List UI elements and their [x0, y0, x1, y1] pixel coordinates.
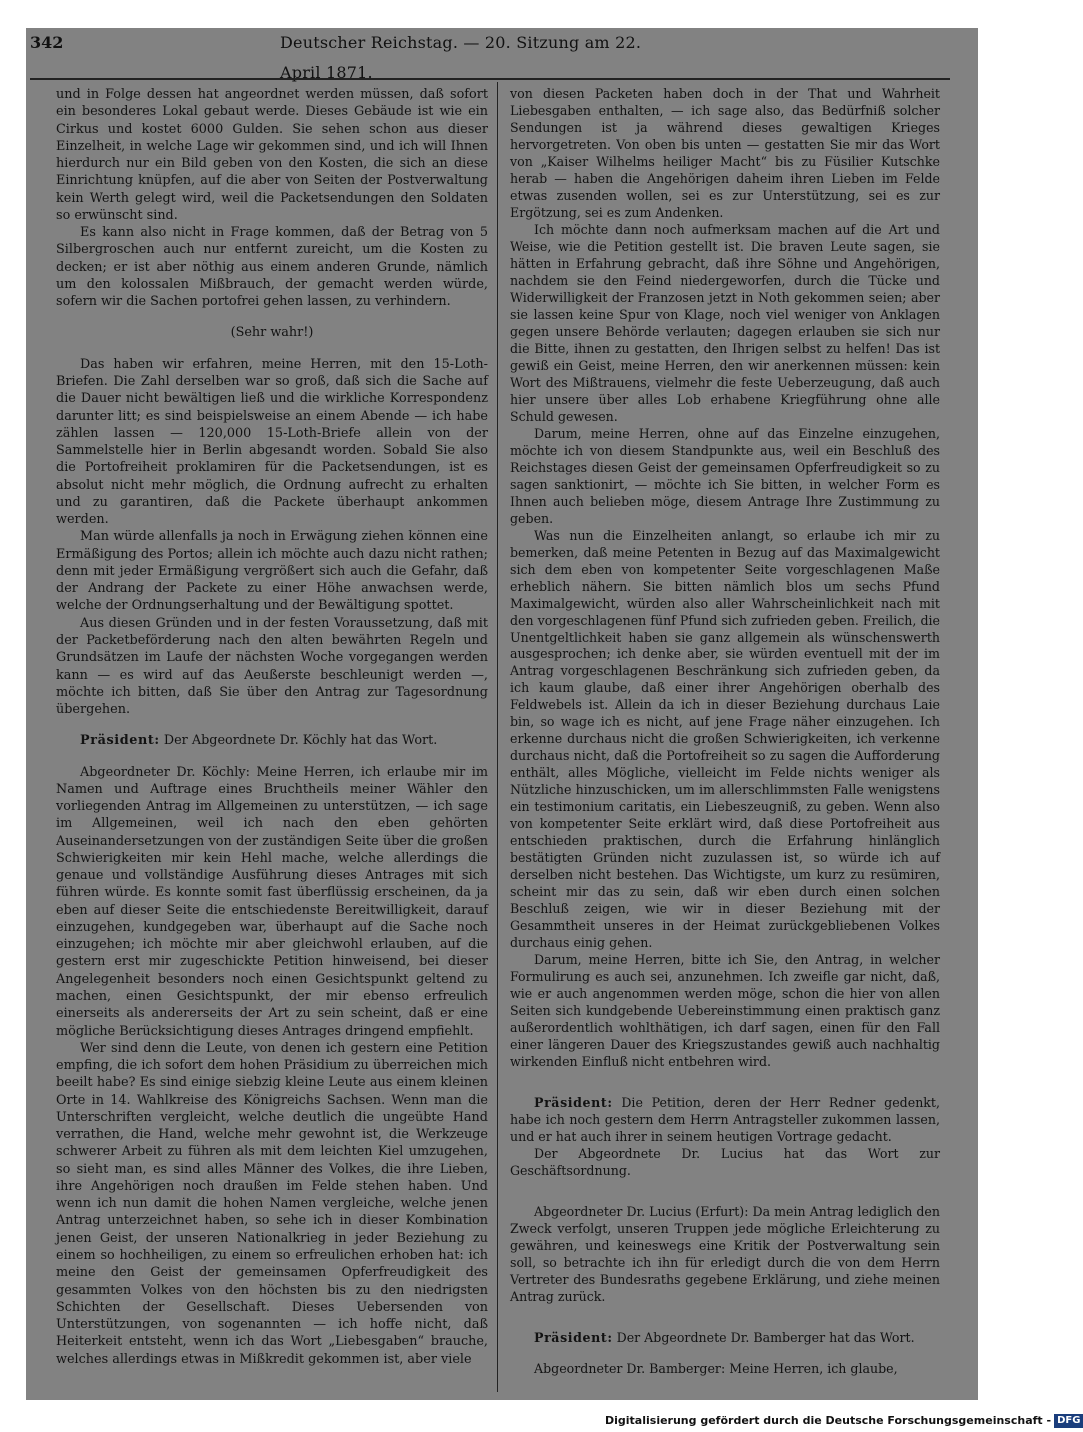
speech-text: Da mein Antrag lediglich den Zweck verfolgt, unseren Truppen jede mögliche Erleichterung zu gewähren, und keineswegs eine Kritik der Postverwaltung sein soll, so betrachte ich ihn für erledigt durch die von dem Herrn Vertreter des Bundesraths gegebene Erklärung, und ziehe meinen Antrag zurück.: [510, 1204, 940, 1304]
paragraph: Wer sind denn die Leute, von denen ich gestern eine Petition empfing, die ich sofort dem hohen Präsidium zu überreichen mich beeilt habe? Es sind einige siebzig kleine Leute aus einem kleinen Orte in 14. Wahlkreise des Königreichs Sachsen. Wenn man die Unterschriften vergleicht, welche deutlich die ungeübte Hand verrathen, die Hand, welche mehr gewohnt ist, die Werkzeuge schwerer Arbeit zu führen als mit dem leichten Kiel umzugehen, so sieht man, es sind alles Männer des Volkes, die ihre Lieben, ihre Angehörigen noch draußen im Felde stehen haben. Und wenn ich nun damit die hohen Namen vergleiche, welche jenen Antrag unterzeichnet haben, so sehe ich in dieser Kombination jenen Geist, der unseren Nationalkrieg in jeder Beziehung zu einem so hochheiligen, zu einem so erfreulichen erhoben hat: ich meine den Geist der gemeinsamen Opferfreudigkeit des gesammten Volkes von den höchsten bis zu den niedrigsten Schichten der Gesellschaft. Dieses Uebersenden von Unterstützungen, von sogenannten — ich hoffe nicht, daß Heiterkeit entsteht, wenn ich das Wort „Liebesgaben“ brauche, welches allerdings etwas in Mißkredit gekommen ist, aber viele: [56, 1040, 488, 1367]
paragraph: Darum, meine Herren, ohne auf das Einzelne einzugehen, möchte ich von diesem Standpunkte aus, weil ein Beschluß des Reichstages diesen Geist der gemeinsamen Opferfreudigkeit so zu sagen sanktionirt, — möchte ich Sie bitten, in welcher Form es Ihnen auch belieben möge, diesem Antrage Ihre Zustimmung zu geben.: [510, 425, 940, 526]
page-header: [30, 28, 670, 82]
speaker-label: Präsident:: [534, 1329, 613, 1345]
speech-text: Meine Herren, ich glaube,: [729, 1360, 898, 1376]
speech-text: Die Petition, deren der Herr Redner gedenkt, habe ich noch gestern dem Herrn Antragsteller zukommen lassen, und er hat auch ihrer in seinem heutigen Vortrage gedacht.: [510, 1095, 940, 1145]
speaker-paragraph: [510, 1095, 940, 1146]
paragraph: Was nun die Einzelheiten anlangt, so erlaube ich mir zu bemerken, daß meine Petenten in Bezug auf das Maximalgewicht sich dem eben von kompetenter Seite vorgeschlagenen Maße erheblich nähern. Sie bitten nämlich blos um sechs Pfund Maximalgewicht, würden also aller Wahrscheinlichkeit nach mit den vorgeschlagenen fünf Pfund sich zufrieden geben. Freilich, die Unentgeltlichkeit haben sie ganz allgemein als wünschenswerth ausgesprochen; ich denke aber, sie würden eventuell mit der im Antrag vorgeschlagenen Beschränkung sich zufrieden geben, da ich kaum glaube, daß einer ihrer Angehörigen oberhalb des Feldwebels ist. Allein da ich in dieser Beziehung durchaus Laie bin, so wage ich es nicht, auf jene Frage näher einzugehen. Ich erkenne durchaus nicht die großen Schwierigkeiten, ich verkenne durchaus nicht, daß die Portofreiheit so zu sagen die Aufforderung enthält, alles Mögliche, vielleicht im Felde nichts weniger als Nützliche hinzuschicken, um im allerschlimmsten Falle wenigstens ein testimonium caritatis, ein Liebeszeugniß, zu geben. Wenn also von kompetenter Seite erklärt wird, daß diese Portofreiheit aus entschieden praktischen, durch die Erfahrung hinlänglich bestätigten Gründen nicht zuzulassen ist, so würde ich auf derselben nicht bestehen. Das Wichtigste, um kurz zu resümiren, scheint mir das zu sein, daß wir eben durch einen solchen Beschluß zeigen, wie wir in dieser Beziehung mit der Gesammtheit unseres in der Heimat zurückgebliebenen Volkes durchaus einig gehen.: [510, 527, 940, 951]
credit-text: Digitalisierung gefördert durch die Deutsche Forschungsgemeinschaft -: [605, 1414, 1052, 1427]
column-divider: [497, 82, 498, 1392]
speech-text: Der Abgeordnete Dr. Bamberger hat das Wort.: [616, 1329, 915, 1345]
paragraph: Das haben wir erfahren, meine Herren, mit den 15-Loth-Briefen. Die Zahl derselben war so groß, daß sich die Sache auf die Dauer nicht bewältigen ließ und die wirkliche Korrespondenz darunter litt; es sind beispielsweise an einem Abende — ich habe zählen lassen — 120,000 15-Loth-Briefe allein von der Sammelstelle hier in Berlin abgesandt worden. Sobald Sie also die Portofreiheit proklamiren für die Packetsendungen, ist es absolut nicht mehr möglich, die Ordnung aufrecht zu erhalten und zu garantiren, daß die Packete überhaupt ankommen werden.: [56, 356, 488, 528]
paragraph: und in Folge dessen hat angeordnet werden müssen, daß sofort ein besonderes Lokal gebaut werde. Dieses Gebäude ist wie ein Cirkus und kostet 6000 Gulden. Sie sehen schon aus dieser Einzelheit, in welche Lage wir gekommen sind, und ich will Ihnen hierdurch nur ein Bild geben von den Kosten, die sich an diese Einrichtung knüpfen, auf die aber von Seiten der Postverwaltung kein Werth gelegt wird, weil die Packetsendungen den Soldaten so erwünscht sind.: [56, 87, 488, 223]
speaker-label: Präsident:: [534, 1095, 613, 1111]
speaker-paragraph: [56, 764, 488, 1040]
speaker-label: Abgeordneter Dr. Bamberger:: [534, 1360, 726, 1376]
dfg-logo: DFG: [1054, 1414, 1083, 1428]
speech-text: Meine Herren, ich erlaube mir im Namen und Auftrage eines Bruchtheils meiner Wähler den vorliegenden Antrag im Allgemeinen zu unterstützen, — ich sage im Allgemeinen, weil ich nach den eben gehörten Auseinandersetzungen von der zuständigen Seite über die großen Schwierigkeiten mir kein Hehl mache, welche allerdings die genaue und vollständige Ausführung dieses Antrages mit sich führen würde. Es konnte somit fast überflüssig erscheinen, da ja eben auf dieser Seite die entschiedenste Bereitwilligkeit, darauf einzugehen, kundgegeben war, überhaupt auf die Sache noch einzugehen; ich möchte mir aber gleichwohl erlauben, auf die gestern erst mir zugeschickte Petition hinweisend, bei dieser Angelegenheit besonders noch einen Gesichtspunkt geltend zu machen, einen Gesichtspunkt, der mir ebenso erfreulich einerseits als andererseits der Art zu sein scheint, daß er eine mögliche Berücksichtigung dieses Antrages dringend empfiehlt.: [56, 764, 489, 1039]
speaker-paragraph: [510, 1330, 940, 1347]
running-title: Deutscher Reichstag. — 20. Sitzung am 22. April 1871.: [280, 33, 642, 82]
speaker-paragraph: [510, 1361, 940, 1378]
speaker-label: Abgeordneter Dr. Köchly:: [80, 764, 250, 780]
speaker-label: Abgeordneter Dr. Lucius (Erfurt):: [534, 1204, 749, 1220]
header-rule: [30, 78, 950, 80]
left-column: [56, 86, 488, 1368]
paragraph: Man würde allenfalls ja noch in Erwägung ziehen können eine Ermäßigung des Portos; allein ich möchte auch dazu nicht rathen; denn mit jeder Ermäßigung vergrößert sich auch die Gefahr, daß der Andrang der Packete zu einer Höhe anwachsen werde, welche der Ordnungserhaltung und der Bewältigung spottet.: [56, 529, 488, 614]
speaker-label: Präsident:: [80, 733, 160, 749]
digitization-credit: [605, 1412, 1081, 1430]
interjection: (Sehr wahr!): [230, 325, 314, 341]
paragraph: Der Abgeordnete Dr. Lucius hat das Wort zur Geschäftsordnung.: [510, 1146, 940, 1179]
paragraph: von diesen Packeten haben doch in der That und Wahrheit Liebesgaben enthalten, — ich sage also, das Bedürfniß solcher Sendungen ist ja während dieses gewaltigen Krieges hervorgetreten. Von oben bis unten — gestatten Sie mir das Wort von „Kaiser Wilhelms heiliger Macht“ bis zu Füsilier Kutschke herab — haben die Angehörigen daheim ihren Lieben im Felde etwas zusenden wollen, sei es zur Unterstützung, sei es zur Ergötzung, sei es zum Andenken.: [510, 86, 940, 220]
paragraph: Es kann also nicht in Frage kommen, daß der Betrag von 5 Silbergroschen auch nur entfernt zureicht, um die Kosten zu decken; er ist aber nöthig aus einem anderen Grunde, nämlich um den kolossalen Mißbrauch, der gemacht werden würde, sofern wir die Sachen portofrei gehen lassen, zu verhindern.: [56, 225, 488, 310]
paragraph: Ich möchte dann noch aufmerksam machen auf die Art und Weise, wie die Petition gestellt ist. Die braven Leute sagen, sie hätten in Erfahrung gebracht, daß ihre Söhne und Angehörigen, nachdem sie den Feind niedergeworfen, durch die Tücke und Widerwilligkeit der Franzosen jetzt in Noth gekommen seien; aber sie lassen keine Spur von Klage, noch viel weniger von Anklagen gegen unsere Behörde verlauten; dagegen erlauben sie sich nur die Bitte, ihnen zu gestatten, den Ihrigen selbst zu helfen! Das ist gewiß ein Geist, meine Herren, den wir anerkennen müssen: kein Wort des Mißtrauens, vielmehr die feste Ueberzeugung, daß auch hier unsere über alles Lob erhabene Kriegführung ohne alle Schuld gewesen.: [510, 221, 940, 424]
right-column: [510, 86, 940, 1378]
speaker-paragraph: [510, 1204, 940, 1306]
page-number: 342: [30, 33, 64, 52]
speaker-paragraph: [56, 732, 488, 749]
paragraph: Darum, meine Herren, bitte ich Sie, den Antrag, in welcher Formulirung es auch sei, anzunehmen. Ich zweifle gar nicht, daß, wie er auch angenommen werden möge, schon die hier von allen Seiten sich kundgebende Uebereinstimmung einen praktisch ganz außerordentlich wohlthätigen, ich darf sagen, einen für den Fall einer längeren Dauer des Kriegszustandes gewiß auch nachhaltig wirkenden Einfluß nicht entbehren wird.: [510, 952, 940, 1070]
speech-text: Der Abgeordnete Dr. Köchly hat das Wort.: [163, 733, 438, 749]
paragraph: Aus diesen Gründen und in der festen Voraussetzung, daß mit der Packetbeförderung nach den alten bewährten Regeln und Grundsätzen im Laufe der nächsten Woche vorgegangen werden kann — es wird auf das Aeußerste beschleunigt werden —, möchte ich bitten, daß Sie über den Antrag zur Tagesordnung übergehen.: [56, 615, 488, 718]
